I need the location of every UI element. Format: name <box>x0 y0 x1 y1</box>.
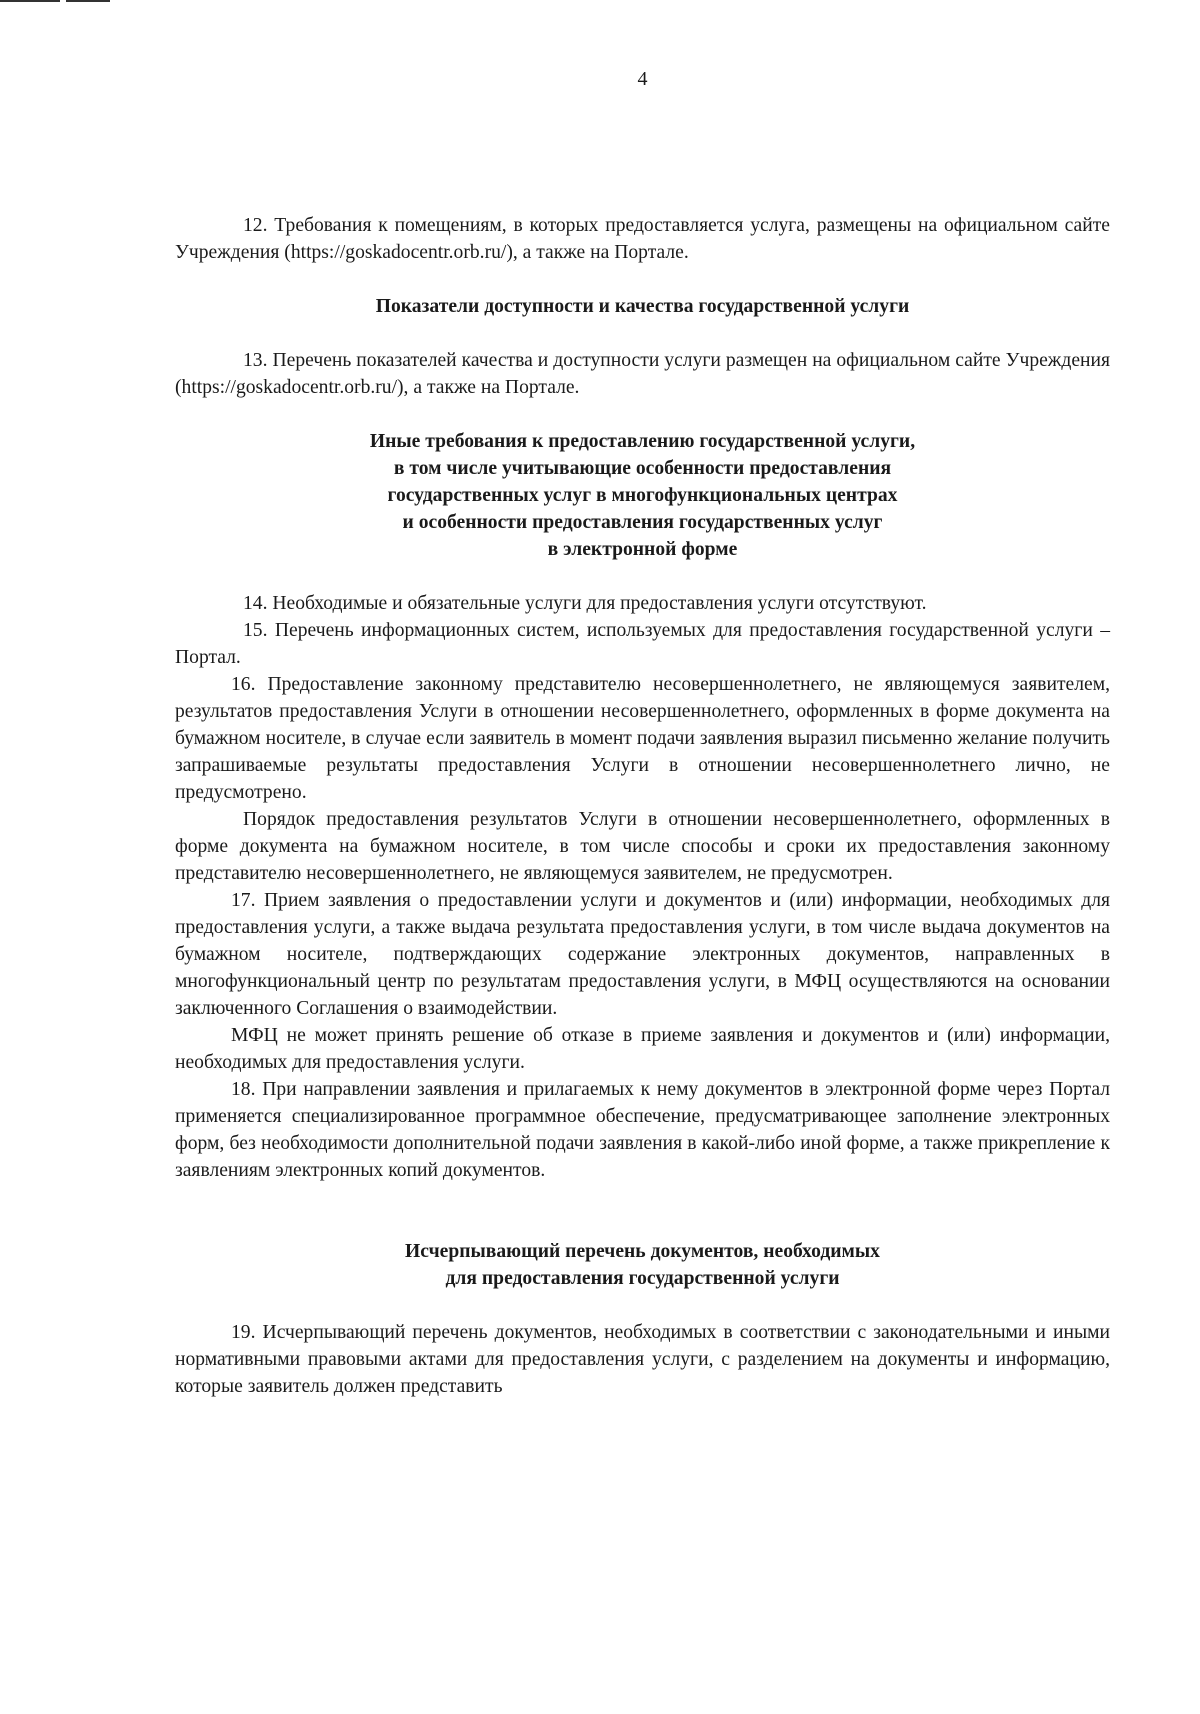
heading-line: в том числе учитывающие особенности предоставления <box>393 458 892 479</box>
paragraph-15: 15. Перечень информационных систем, используемых для предоставления государственной услуги – Портал. <box>175 620 1110 668</box>
heading-line: в электронной форме <box>547 539 738 560</box>
paragraph-17-continued: МФЦ не может принять решение об отказе в приеме заявления и документов и (или) информации, необходимых для предоставления услуги. <box>175 1025 1110 1073</box>
heading-line: государственных услуг в многофункциональных центрах <box>387 485 898 506</box>
heading-line: Исчерпывающий перечень документов, необходимых <box>405 1241 880 1262</box>
heading-line: для предоставления государственной услуги <box>445 1268 840 1289</box>
section-heading-quality: Показатели доступности и качества государственной услуги <box>375 296 910 317</box>
paragraph-19: 19. Исчерпывающий перечень документов, необходимых в соответствии с законодательными и иными нормативными правовыми актами для предоставления услуги, с разделением на документы и информацию, которые заявитель должен представить <box>175 1322 1110 1397</box>
paragraph-16: 16. Предоставление законному представителю несовершеннолетнего, не являющемуся заявителем, результатов предоставления Услуги в отношении несовершеннолетнего, оформленных в форме документа на бумажном носителе, в случае если заявитель в момент подачи заявления выразил письменно желание получить запрашиваемые результаты предоставления Услуги в отношении несовершеннолетнего лично, не предусмотрено. <box>175 674 1110 803</box>
paragraph-17: 17. Прием заявления о предоставлении услуги и документов и (или) информации, необходимых для предоставления услуги, а также выдача результата предоставления услуги, в том числе выдача документов на бумажном носителе, подтверждающих содержание электронных документов, направленных в многофункциональный центр по результатам предоставления услуги, в МФЦ осуществляются на основании заключенного Соглашения о взаимодействии. <box>175 890 1110 1019</box>
paragraph-12: 12. Требования к помещениям, в которых предоставляется услуга, размещены на официальном сайте Учреждения (https://goskadocentr.orb.ru/), а также на Портале. <box>175 215 1110 263</box>
section-heading-other-requirements <box>175 428 1110 563</box>
heading-line: и особенности предоставления государственных услуг <box>402 512 883 533</box>
section-heading-documents <box>175 1238 1110 1292</box>
scan-edge-mark <box>66 0 110 2</box>
page-number: 4 <box>637 68 648 90</box>
heading-line: Иные требования к предоставлению государственной услуги, <box>369 431 916 452</box>
paragraph-14: 14. Необходимые и обязательные услуги для предоставления услуги отсутствуют. <box>243 593 927 614</box>
paragraph-16-continued: Порядок предоставления результатов Услуги в отношении несовершеннолетнего, оформленных в форме документа на бумажном носителе, в том числе способы и сроки их предоставления законному представителю несовершеннолетнего, не являющемуся заявителем, не предусмотрен. <box>175 809 1110 884</box>
paragraph-13: 13. Перечень показателей качества и доступности услуги размещен на официальном сайте Учреждения (https://goskadocentr.orb.ru/), а также на Портале. <box>175 350 1110 398</box>
document-body <box>175 212 1110 1400</box>
paragraph-18: 18. При направлении заявления и прилагаемых к нему документов в электронной форме через Портал применяется специализированное программное обеспечение, предусматривающее заполнение электронных форм, без необходимости дополнительной подачи заявления в какой-либо иной форме, а также прикрепление к заявлениям электронных копий документов. <box>175 1079 1110 1181</box>
scan-edge-mark <box>0 0 60 2</box>
